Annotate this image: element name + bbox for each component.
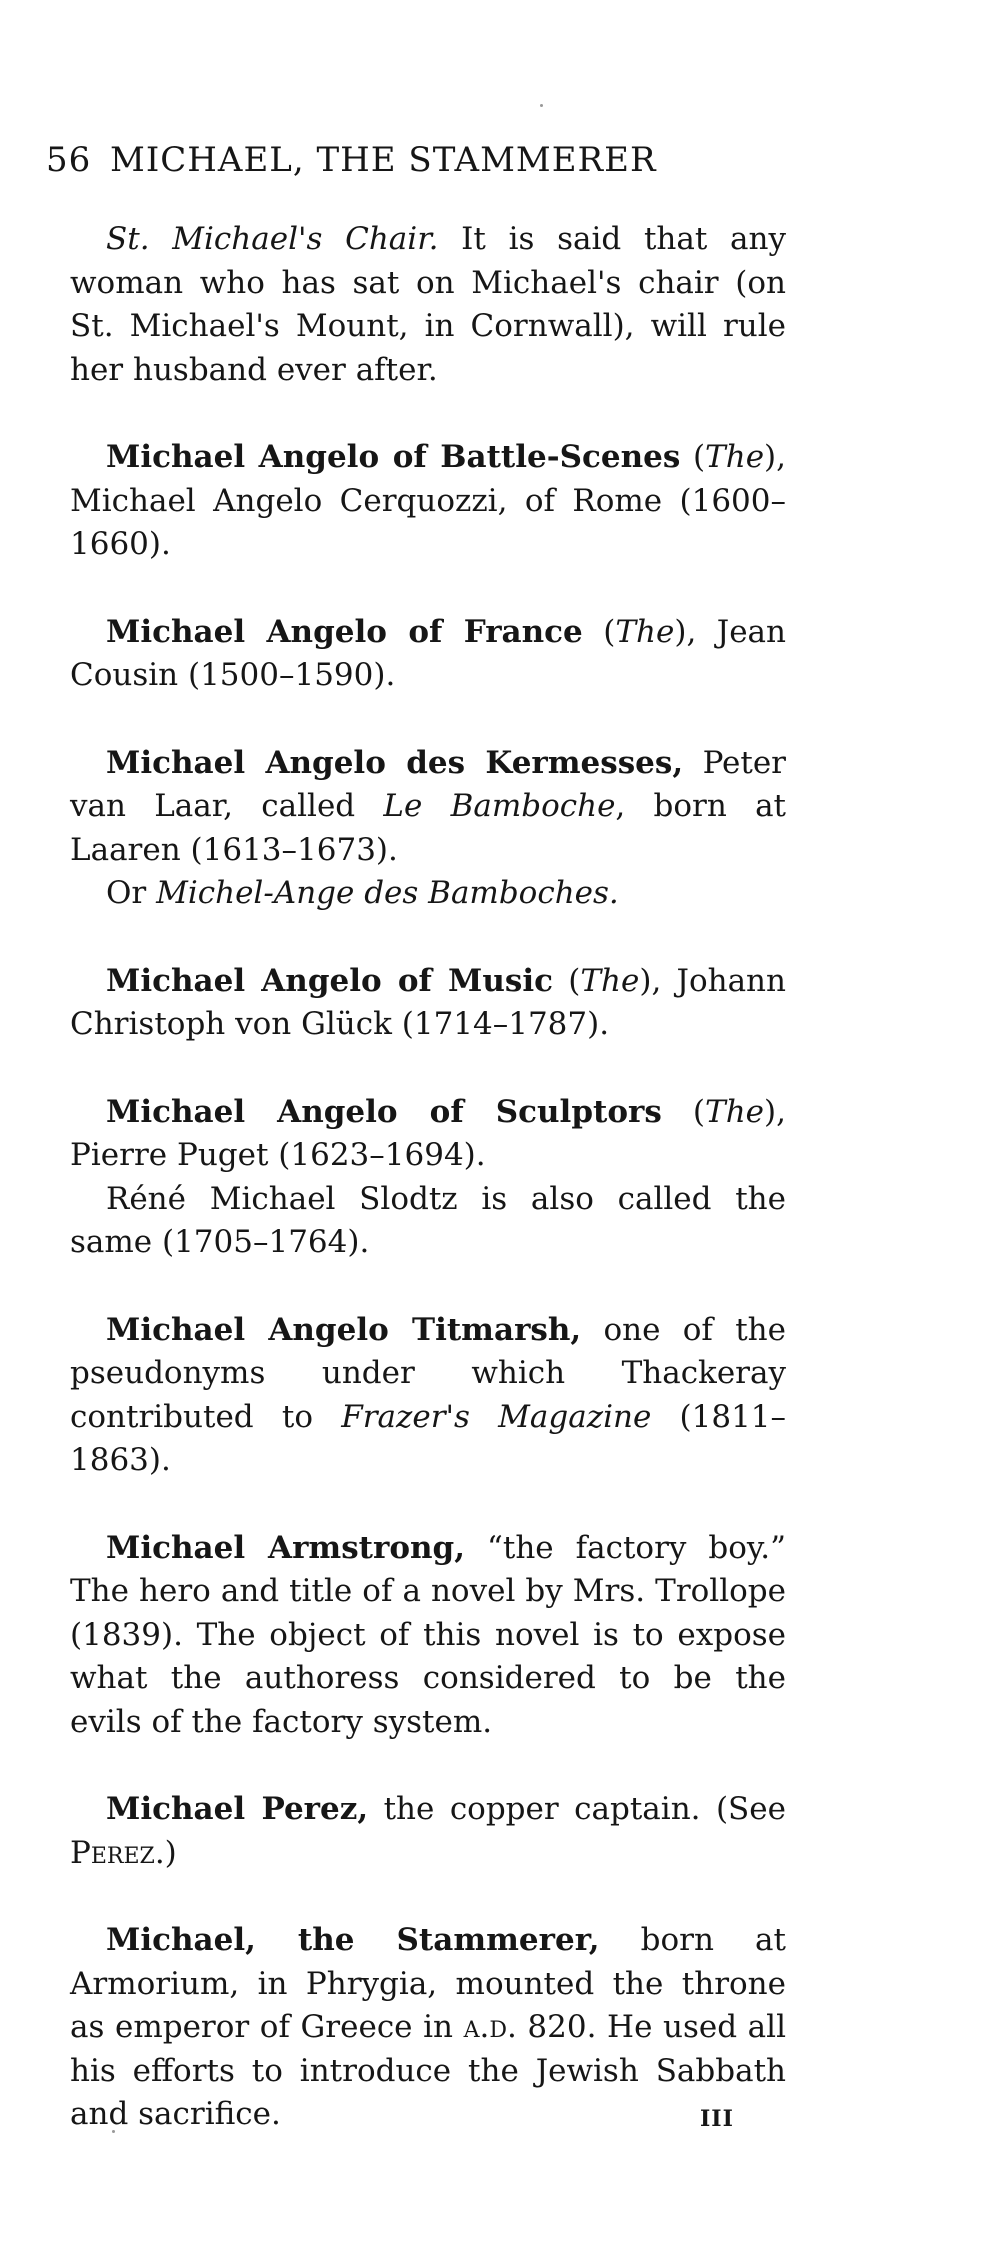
entry-battle-scenes: Michael Angelo of Battle-Scenes (The), Michael Angelo Cerquozzi, of Rome (1600–1660). [70, 439, 787, 562]
era-abbreviation: a.d. [463, 2009, 517, 2045]
entry-italic: Le Bamboche [383, 788, 616, 824]
entry-body: , Michael Angelo Cerquozzi, of Rome (1600–1660). [70, 439, 787, 562]
entry-sculptors: Michael Angelo of Sculptors (The), Pierre Puget (1623–1694). Réné Michael Slodtz is also called the same (1705–1764). [70, 1091, 786, 1265]
entry-or-prefix: Or [106, 875, 157, 911]
entry-head: Michael, the Stammerer, [106, 1922, 600, 1958]
entry-head: Michael Angelo of Sculptors [106, 1093, 662, 1130]
entry-perez [70, 1788, 786, 1875]
entry-second-paragraph: Réné Michael Slodtz is also called the same (1705–1764). [70, 1180, 786, 1260]
entry-head: Michael Angelo of France [106, 613, 583, 650]
entry-head: Michael Angelo Titmarsh, [106, 1311, 582, 1348]
entry-body: , born at Laaren (1613–1673). [70, 788, 787, 868]
entry-body: , Johann Christoph von Glück (1714–1787). [70, 962, 786, 1042]
paper-speck [540, 104, 543, 107]
running-header [46, 140, 726, 180]
entry-body: born at Armorium, in Phrygia, mounted the throne as emperor of Greece in [70, 1922, 786, 2045]
entry-head: Michael Perez, [106, 1791, 369, 1827]
signature-mark: III [700, 2106, 734, 2132]
entry-body: (1811–1863). [70, 1398, 787, 1478]
entry-article: The [580, 962, 640, 999]
page-number: 56 [46, 140, 92, 180]
entry-head: Michael Angelo of Music [106, 962, 553, 999]
entry-body: Peter van Laar, called [70, 744, 786, 824]
entry-armstrong [70, 1527, 786, 1745]
entry-article: The [615, 613, 675, 650]
entry-body: one of the pseudonyms under which Thackeray contributed to [70, 1311, 786, 1435]
entry-titmarsh [70, 1309, 786, 1483]
entry-body: “the factory boy.” The hero and title of a novel by Mrs. Trollope (1839). The object of this novel is to expose what the authoress considered to be the evils of the factory system. [70, 1529, 787, 1740]
entry-article: The [705, 1093, 765, 1130]
entry-body: the copper captain. (See [368, 1791, 786, 1827]
entry-music: Michael Angelo of Music (The), Johann Christoph von Glück (1714–1787). [70, 962, 786, 1042]
entry-france: Michael Angelo of France (The), Jean Cousin (1500–1590). [70, 613, 786, 693]
entry-close: .) [154, 1834, 177, 1871]
entry-head: St. Michael's Chair. [106, 221, 439, 257]
entry-body: , Pierre Puget (1623–1694). [70, 1093, 786, 1173]
cross-reference: Perez [70, 1834, 155, 1871]
entry-head: Michael Armstrong, [106, 1529, 466, 1566]
entry-head: Michael Angelo des Kermesses, [106, 744, 684, 781]
entry-or-italic: Michel-Ange des Bamboches. [156, 875, 619, 911]
entry-stammerer [70, 1919, 786, 2137]
entry-st-michaels-chair [70, 218, 786, 392]
entry-kermesses [70, 742, 786, 916]
entry-body: It is said that any woman who has sat on Michael's chair (on St. Michael's Mount, in Cornwall), will rule her husband ever after. [70, 221, 786, 388]
entry-body: 820. He used all his efforts to introduce the Jewish Sabbath and sacrifice. [70, 2009, 786, 2132]
entry-article: The [705, 439, 765, 475]
entry-body: , Jean Cousin (1500–1590). [70, 613, 786, 693]
entry-head: Michael Angelo of Battle-Scenes [106, 439, 681, 475]
entry-italic: Frazer's Magazine [341, 1398, 652, 1435]
text-column [70, 218, 786, 2181]
running-title: MICHAEL, THE STAMMERER [110, 140, 657, 180]
